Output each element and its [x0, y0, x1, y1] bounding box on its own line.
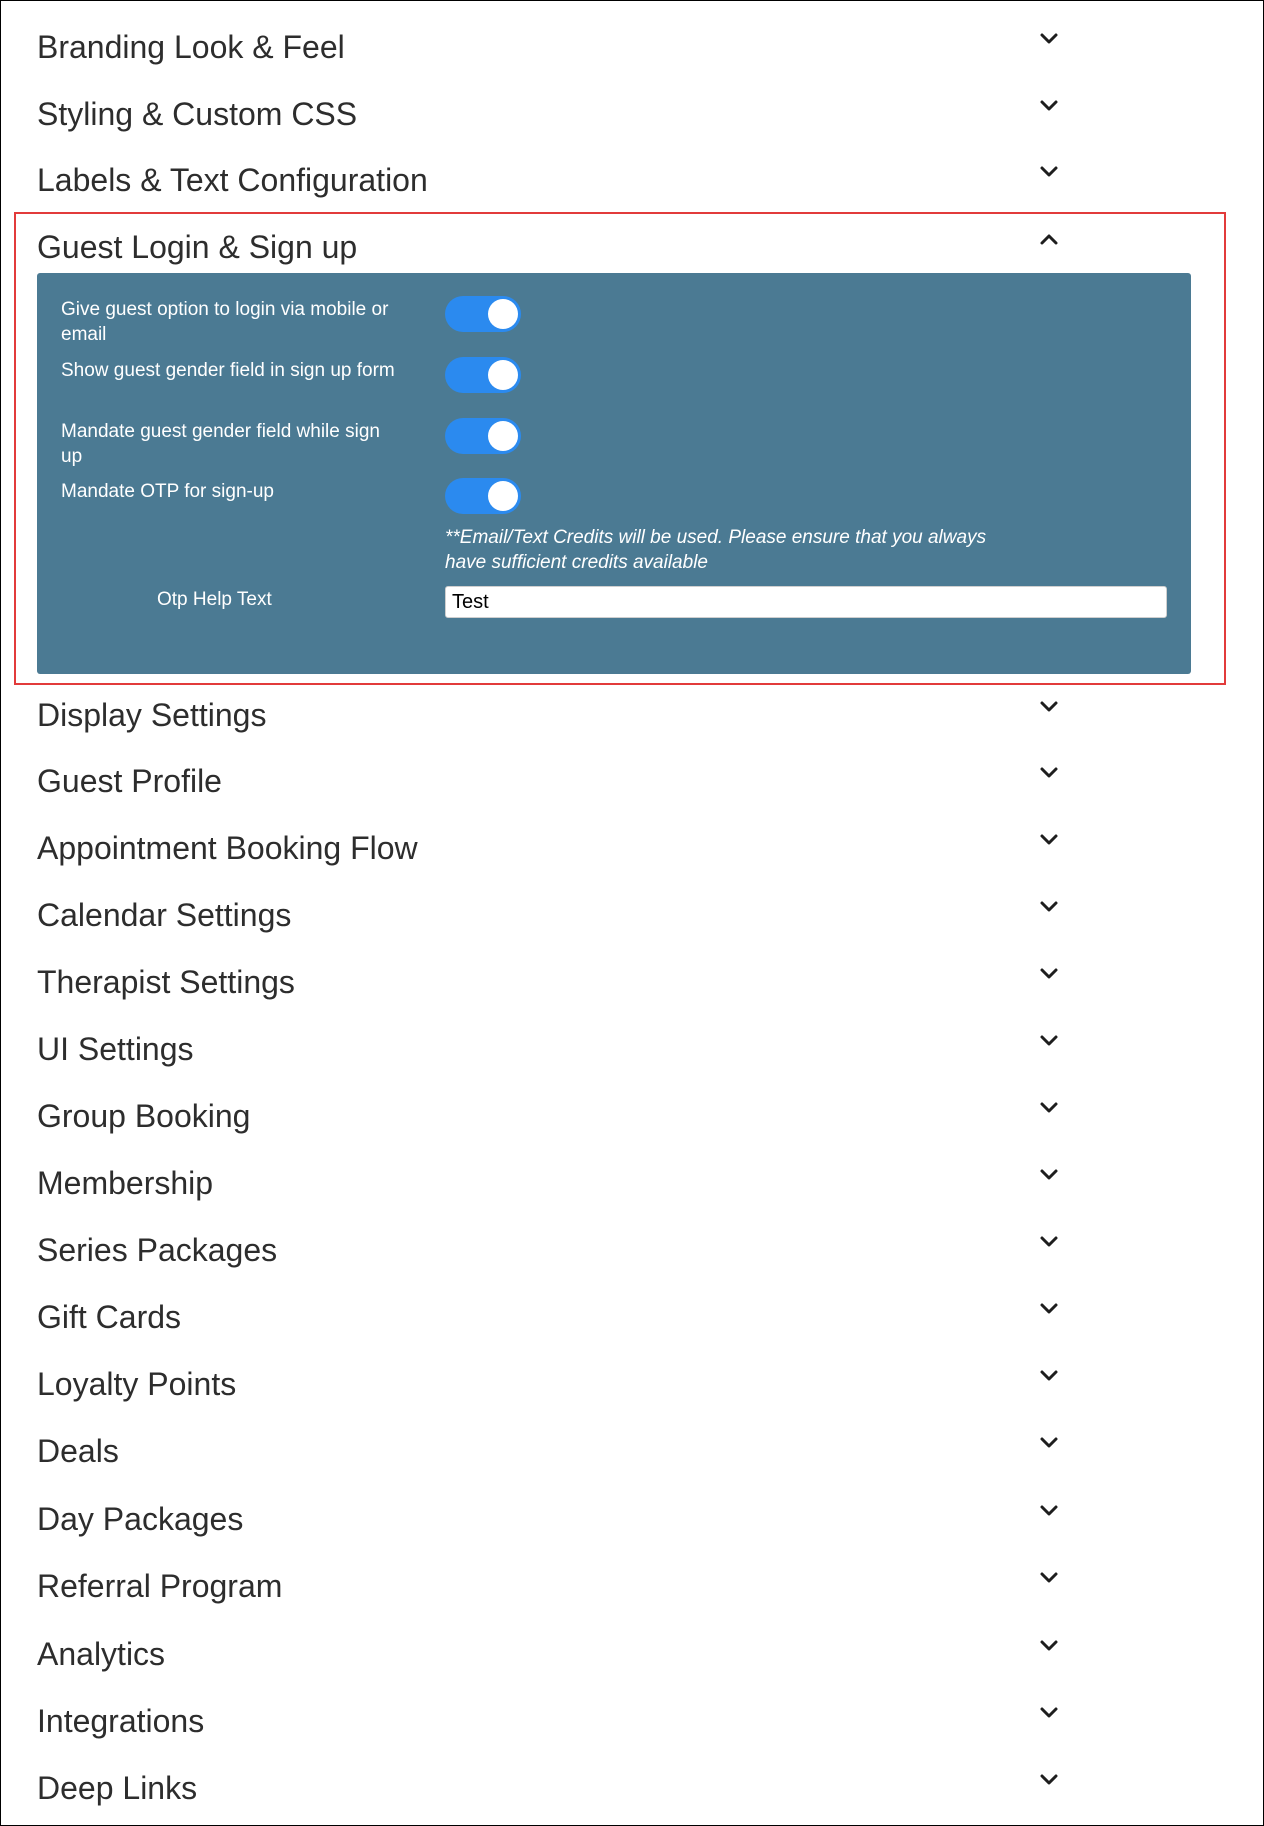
section-group-booking[interactable] [37, 1092, 1057, 1152]
section-gift-cards[interactable] [37, 1293, 1057, 1353]
section-title: Referral Program [37, 1568, 283, 1604]
section-title: Guest Login & Sign up [37, 229, 358, 265]
section-ui-settings[interactable] [37, 1025, 1057, 1085]
section-referral-program[interactable] [37, 1562, 1057, 1622]
chevron-down-icon[interactable] [1039, 1433, 1059, 1453]
section-title: Deep Links [37, 1770, 198, 1806]
chevron-down-icon[interactable] [1039, 1568, 1059, 1588]
toggle-knob [488, 421, 518, 451]
chevron-down-icon[interactable] [1039, 96, 1059, 116]
chevron-down-icon[interactable] [1039, 1165, 1059, 1185]
option-label-login-mobile-email: Give guest option to login via mobile or email [61, 299, 389, 345]
section-day-packages[interactable] [37, 1495, 1057, 1555]
section-title: Appointment Booking Flow [37, 830, 418, 866]
section-series-packages[interactable] [37, 1226, 1057, 1286]
chevron-down-icon[interactable] [1039, 1366, 1059, 1386]
section-title: Integrations [37, 1703, 205, 1739]
chevron-down-icon[interactable] [1039, 697, 1059, 717]
section-integrations[interactable] [37, 1697, 1057, 1757]
section-styling-custom-css[interactable] [37, 90, 1057, 150]
section-title: Calendar Settings [37, 897, 292, 933]
section-appointment-booking-flow[interactable] [37, 824, 1057, 884]
chevron-down-icon[interactable] [1039, 1501, 1059, 1521]
section-title: Styling & Custom CSS [37, 96, 358, 132]
section-labels-text-configuration[interactable] [37, 156, 1057, 216]
chevron-down-icon[interactable] [1039, 1031, 1059, 1051]
chevron-down-icon[interactable] [1039, 964, 1059, 984]
chevron-down-icon[interactable] [1039, 1232, 1059, 1252]
toggle-knob [488, 299, 518, 329]
guest-login-panel [37, 273, 1191, 674]
toggle-knob [488, 360, 518, 390]
section-title: Display Settings [37, 697, 267, 733]
chevron-up-icon[interactable] [1039, 229, 1059, 249]
section-title: Analytics [37, 1636, 166, 1672]
section-title: Day Packages [37, 1501, 244, 1537]
toggle-knob [488, 481, 518, 511]
section-deep-links[interactable] [37, 1764, 1057, 1824]
section-guest-profile[interactable] [37, 757, 1057, 817]
section-loyalty-points[interactable] [37, 1360, 1057, 1420]
section-title: Gift Cards [37, 1299, 182, 1335]
option-label-mandate-otp: Mandate OTP for sign-up [61, 481, 274, 502]
section-title: Branding Look & Feel [37, 29, 345, 65]
section-title: Membership [37, 1165, 214, 1201]
credits-note: **Email/Text Credits will be used. Please ensure that you always have sufficient credits available [445, 527, 987, 573]
section-deals[interactable] [37, 1427, 1057, 1487]
section-branding-look-feel[interactable] [37, 23, 1057, 83]
toggle-login-mobile-email[interactable] [445, 296, 521, 332]
section-title: Guest Profile [37, 763, 222, 799]
chevron-down-icon[interactable] [1039, 1636, 1059, 1656]
section-membership[interactable] [37, 1159, 1057, 1219]
section-display-settings[interactable] [37, 691, 1057, 751]
chevron-down-icon[interactable] [1039, 830, 1059, 850]
section-calendar-settings[interactable] [37, 891, 1057, 951]
section-title: Series Packages [37, 1232, 278, 1268]
toggle-mandate-otp[interactable] [445, 478, 521, 514]
section-analytics[interactable] [37, 1630, 1057, 1690]
chevron-down-icon[interactable] [1039, 1703, 1059, 1723]
toggle-mandate-gender[interactable] [445, 418, 521, 454]
chevron-down-icon[interactable] [1039, 29, 1059, 49]
section-title: Group Booking [37, 1098, 251, 1134]
chevron-down-icon[interactable] [1039, 1770, 1059, 1790]
option-label-mandate-gender: Mandate guest gender field while sign up [61, 421, 380, 467]
section-title: Deals [37, 1433, 119, 1469]
section-title: UI Settings [37, 1031, 194, 1067]
chevron-down-icon[interactable] [1039, 1098, 1059, 1118]
section-title: Loyalty Points [37, 1366, 237, 1402]
toggle-show-gender[interactable] [445, 357, 521, 393]
chevron-down-icon[interactable] [1039, 763, 1059, 783]
otp-help-text-label: Otp Help Text [157, 589, 272, 610]
chevron-down-icon[interactable] [1039, 897, 1059, 917]
chevron-down-icon[interactable] [1039, 162, 1059, 182]
chevron-down-icon[interactable] [1039, 1299, 1059, 1319]
otp-help-text-input[interactable] [445, 586, 1167, 618]
section-title: Therapist Settings [37, 964, 295, 1000]
section-therapist-settings[interactable] [37, 958, 1057, 1018]
option-label-show-gender: Show guest gender field in sign up form [61, 360, 395, 381]
section-title: Labels & Text Configuration [37, 162, 428, 198]
